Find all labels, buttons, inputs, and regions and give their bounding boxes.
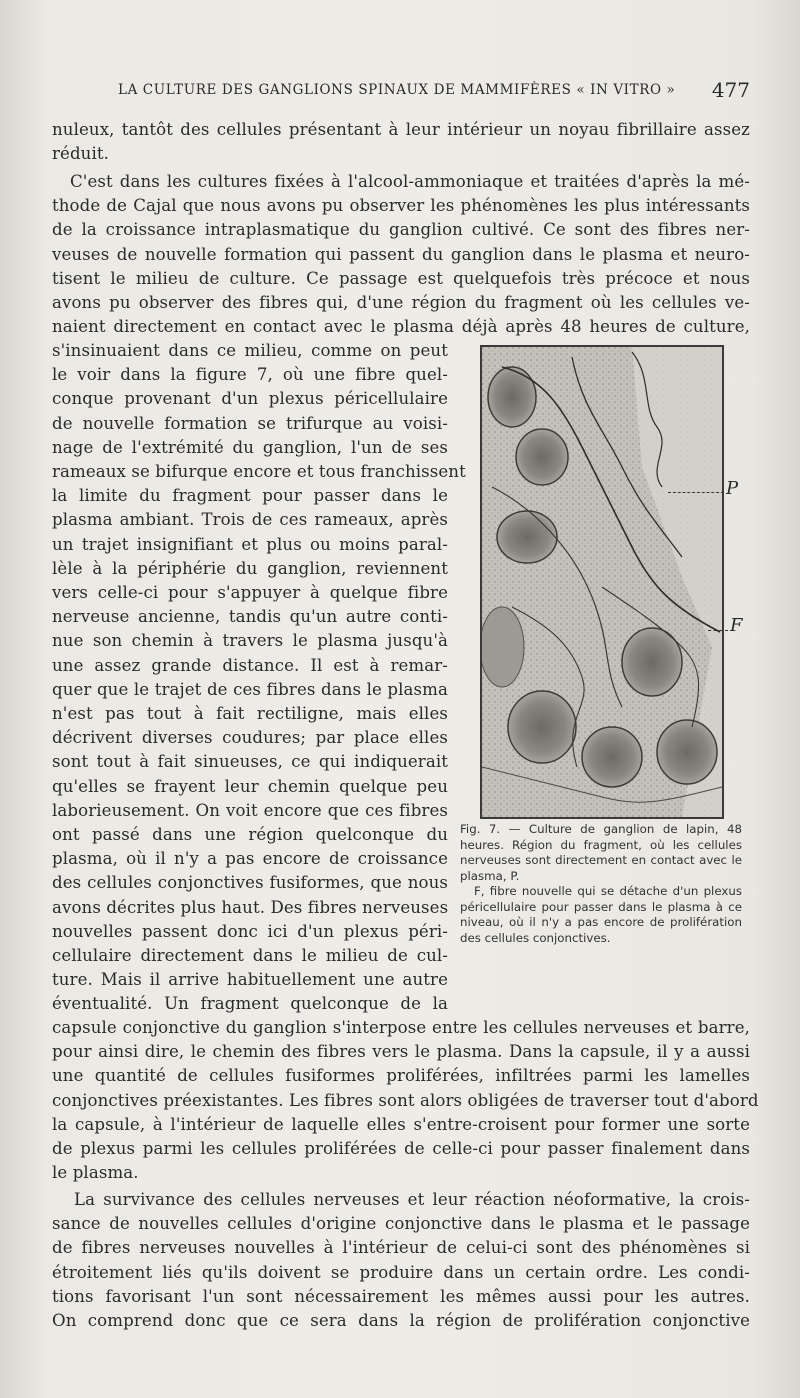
- text-line: réduit.: [52, 144, 110, 164]
- text-line: des cellules conjonctives fusiformes, que nous: [52, 873, 448, 893]
- caption-second: F, fibre nouvelle qui se détache d'un plexus péricellulaire pour passer dans le plasma à ce niveau, où il n'y a pas encore de prolifération des cellules conjonctives.: [460, 884, 742, 945]
- text-line: de nouvelle formation se trifurque au voisi-: [52, 413, 448, 433]
- text-line: nuleux, tantôt des cellules présentant à leur intérieur un noyau fibrillaire assez: [52, 120, 750, 139]
- text-line: On comprend donc que ce sera dans la région de prolifération conjonctive: [52, 1311, 750, 1331]
- text-line: vers celle-ci pour s'appuyer à quelque fibre: [52, 583, 448, 603]
- top-paragraph: [52, 118, 750, 166]
- text-line: thode de Cajal que nous avons pu observer les phénomènes les plus intéressants: [52, 196, 750, 216]
- text-line: de la croissance intraplasmatique du ganglion cultivé. Ce sont des fibres ner-: [52, 220, 750, 240]
- paragraph-2-narrow: [52, 339, 466, 1017]
- text-line: sont tout à fait sinueuses, ce qui indiquerait: [52, 752, 448, 772]
- text-line: laborieusement. On voit encore que ces fibres: [52, 800, 448, 820]
- text-line: pour ainsi dire, le chemin des fibres vers le plasma. Dans la capsule, il y a aussi: [52, 1042, 750, 1062]
- text-line: rameaux se bifurque encore et tous franchissent: [52, 462, 466, 482]
- nerve-cell: [508, 691, 576, 763]
- figure-7-micrograph: [480, 345, 724, 819]
- text-line: veuses de nouvelle formation qui passent du ganglion dans le plasma et neuro-: [52, 244, 750, 264]
- paragraph-3: [52, 1188, 750, 1333]
- text-line: lèle à la périphérie du ganglion, reviennent: [52, 558, 448, 578]
- text-line: étroitement liés qu'ils doivent se produire dans un certain ordre. Les condi-: [52, 1262, 750, 1282]
- figure-label-lower: F: [730, 615, 743, 636]
- figure-label-upper: P: [726, 478, 739, 499]
- text-line: quer que le trajet de ces fibres dans le plasma: [52, 679, 448, 699]
- text-line: La survivance des cellules nerveuses et leur réaction néoformative, la crois-: [74, 1190, 750, 1209]
- nerve-cell: [497, 511, 557, 563]
- text-line: ont passé dans une région quelconque du: [52, 825, 448, 845]
- text-line: le voir dans la figure 7, où une fibre quel-: [52, 365, 448, 385]
- label-leader-line: [708, 630, 728, 631]
- text-line: la limite du fragment pour passer dans le: [52, 486, 448, 506]
- text-line: de plexus parmi les cellules proliférées de celle-ci pour passer finalement dans: [52, 1139, 750, 1159]
- micrograph-drawing: [482, 347, 722, 817]
- text-line: nue son chemin à travers le plasma jusqu'à: [52, 631, 448, 651]
- text-line: une assez grande distance. Il est à remar-: [52, 655, 448, 675]
- page-number: 477: [711, 78, 750, 102]
- nerve-cell: [582, 727, 642, 787]
- nerve-cell: [482, 607, 524, 687]
- figure-caption: [460, 822, 742, 946]
- text-line: avons décrites plus haut. Des fibres nerveuses: [52, 897, 449, 917]
- label-leader-line: [668, 492, 724, 493]
- text-line: nerveuse ancienne, tandis qu'un autre conti-: [52, 607, 448, 627]
- text-line: n'est pas tout à fait rectiligne, mais elles: [52, 704, 448, 724]
- text-line: une quantité de cellules fusiformes proliférées, infiltrées parmi les lamelles: [52, 1066, 750, 1086]
- text-line: le plasma.: [52, 1163, 139, 1183]
- caption-main: Fig. 7. — Culture de ganglion de lapin, 48 heures. Région du fragment, où les cellules nerveuses sont directement en contact avec le plasma, P.: [460, 822, 742, 883]
- nerve-cell: [488, 367, 536, 427]
- text-line: plasma, où il n'y a pas encore de croissance: [52, 849, 448, 869]
- text-line: décrivent diverses coudures; par place elles: [52, 728, 448, 748]
- text-line: ture. Mais il arrive habituellement une autre: [52, 970, 448, 990]
- text-line: un trajet insignifiant et plus ou moins paral-: [52, 534, 448, 554]
- paragraph-2-full: [52, 170, 750, 339]
- nerve-cell: [657, 720, 717, 784]
- text-line: qu'elles se frayent leur chemin quelque peu: [52, 776, 448, 796]
- text-line: C'est dans les cultures fixées à l'alcool-ammoniaque et traitées d'après la mé-: [70, 172, 750, 191]
- text-line: de fibres nerveuses nouvelles à l'intérieur de celui-ci sont des phénomènes si: [52, 1238, 750, 1258]
- text-line: capsule conjonctive du ganglion s'interpose entre les cellules nerveuses et barre,: [52, 1018, 750, 1037]
- paragraph-2-after: [52, 1016, 759, 1185]
- text-line: sance de nouvelles cellules d'origine conjonctive dans le plasma et le passage: [52, 1214, 750, 1234]
- text-line: tions favorisant l'un sont nécessairement les mêmes aussi pour les autres.: [52, 1286, 750, 1306]
- text-line: plasma ambiant. Trois de ces rameaux, après: [52, 510, 448, 530]
- running-header: [118, 78, 750, 104]
- text-line: cellulaire directement dans le milieu de cul-: [52, 946, 448, 966]
- text-line: éventualité. Un fragment quelconque de la: [52, 994, 448, 1014]
- text-line: s'insinuaient dans ce milieu, comme on peut: [52, 341, 448, 360]
- nerve-cell: [516, 429, 568, 485]
- text-line: la capsule, à l'intérieur de laquelle elles s'entre-croisent pour former une sorte: [52, 1114, 750, 1134]
- text-line: avons pu observer des fibres qui, d'une région du fragment où les cellules ve-: [52, 293, 750, 313]
- text-line: nouvelles passent donc ici d'un plexus péri-: [52, 921, 448, 941]
- text-line: conjonctives préexistantes. Les fibres sont alors obligées de traverser tout d'abord: [52, 1090, 759, 1110]
- text-line: naient directement en contact avec le plasma déjà après 48 heures de culture,: [52, 317, 750, 337]
- text-line: tisent le milieu de culture. Ce passage est quelquefois très précoce et nous: [52, 268, 750, 288]
- text-line: nage de l'extrémité du ganglion, l'un de ses: [52, 437, 448, 457]
- running-title: LA CULTURE DES GANGLIONS SPINAUX DE MAMMIFÈRES « IN VITRO »: [118, 82, 676, 98]
- text-line: conque provenant d'un plexus péricellulaire: [52, 389, 448, 409]
